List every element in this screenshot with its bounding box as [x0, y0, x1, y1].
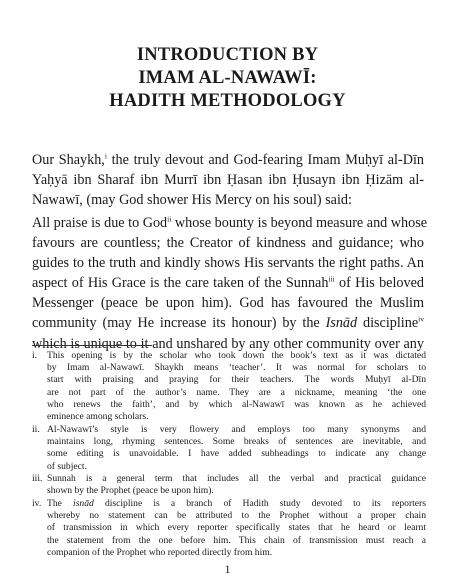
text-line	[32, 313, 424, 333]
italic-term: Isnād	[325, 315, 358, 332]
text-line: shown by the Prophet (peace be upon him).	[47, 485, 214, 497]
text-line: which is unique to it and unshared by any other community over any	[32, 335, 424, 352]
text-line: Al-Nawawī’s style is very flowery and employs too many synonyms and	[47, 424, 426, 435]
footnote-ref-ii[interactable]: ii	[167, 214, 172, 224]
chapter-title-line-1: INTRODUCTION BY	[136, 45, 319, 65]
text-run: discipline	[357, 315, 419, 332]
text-line: companion of the Prophet who reported directly from him.	[47, 546, 273, 558]
text-line: some editing is unavoidable. I have added subheadings to indicate any change	[47, 448, 426, 460]
text-line	[32, 273, 424, 293]
text-run: All praise is due to God	[32, 215, 168, 231]
text-line: favours are countless; the Creator of kindness and guidance; who	[32, 235, 424, 252]
text-run: aspect of His Grace is the care taken of the Sunnah	[32, 275, 329, 292]
text-run: community (may He increase its honour) by the	[32, 315, 326, 332]
text-line: guides to the truth and kindly shows His servants the right paths. An	[32, 255, 424, 272]
text-line: whereby no statement can be attributed to the Prophet without a proper chain	[47, 510, 426, 522]
footnote-marker: iii.	[32, 473, 43, 484]
italic-term: isnād	[73, 498, 94, 509]
text-run: discipline is a branch of Hadith study devoted to its reporters	[93, 498, 426, 509]
text-line: by Imam al-Nawawī. Shaykh means ‘teacher’. It was normal for scholars to	[47, 362, 426, 374]
body-paragraph	[32, 213, 428, 354]
chapter-title-line-3: HADITH METHODOLOGY	[109, 91, 346, 111]
text-run: Our Shaykh,	[32, 152, 105, 168]
footnote-text	[47, 424, 426, 473]
text-line: who renews the faith’, and by which al-Nawawī was known as he achieved	[47, 398, 426, 410]
intro-paragraph	[32, 150, 424, 210]
text-line: Messenger (peace be upon him). God has favoured the Muslim	[32, 295, 424, 312]
text-line: This opening is by the scholar who took down the book’s text as it was dictated	[47, 350, 426, 361]
footnote-text	[47, 350, 426, 423]
text-line: Sunnah is a general term that includes all the verbal and practical guidance	[47, 473, 426, 484]
text-line	[32, 150, 424, 170]
text-line: the statement from the one before him. This chain of transmission must reach a	[47, 534, 426, 546]
footnote-text	[47, 473, 426, 497]
text-line	[32, 213, 428, 233]
footnote-text	[47, 498, 426, 559]
text-line: maintains long, rhyming sentences. Some breaks of sentences are inevitable, and	[47, 436, 426, 448]
footnote-ref-iii[interactable]: iii	[328, 274, 335, 284]
footnote-ref-iv[interactable]: iv	[418, 314, 424, 324]
text-run: of His beloved	[334, 275, 424, 292]
page-number: 1	[224, 562, 231, 576]
text-line: are not part of the author’s name. They are a nickname, meaning ‘the one	[47, 386, 426, 398]
text-line: of transmission in which every reporter specifically states that he heard or learnt	[47, 522, 426, 534]
text-line	[47, 498, 426, 510]
chapter-title-line-2: IMAM AL-NAWAWĪ:	[138, 68, 317, 88]
text-run: whose bounty is beyond measure and whose	[171, 215, 428, 231]
footnote-ref-i[interactable]: i	[104, 151, 107, 161]
footnote-marker: iv.	[32, 498, 42, 509]
text-line: Nawawī, (may God shower His Mercy on his soul) said:	[32, 192, 352, 209]
text-line: Yaḥyā ibn Sharaf ibn Murrī ibn Ḥasan ibn Ḥusayn ibn Ḥizām al-	[32, 172, 424, 189]
footnote-divider	[32, 345, 152, 346]
text-line: start with praising and praying for their teachers. The words Muḥyī al-Dīn	[47, 374, 426, 386]
chapter-title	[0, 44, 455, 113]
text-line: eminence among scholars.	[47, 411, 149, 423]
text-run: The	[47, 498, 74, 509]
text-line: of subject.	[47, 460, 87, 472]
footnote-marker: ii.	[32, 424, 40, 435]
text-run: the truly devout and God-fearing Imam Muḥyī al-Dīn	[106, 152, 424, 168]
footnote-marker: i.	[32, 350, 38, 361]
